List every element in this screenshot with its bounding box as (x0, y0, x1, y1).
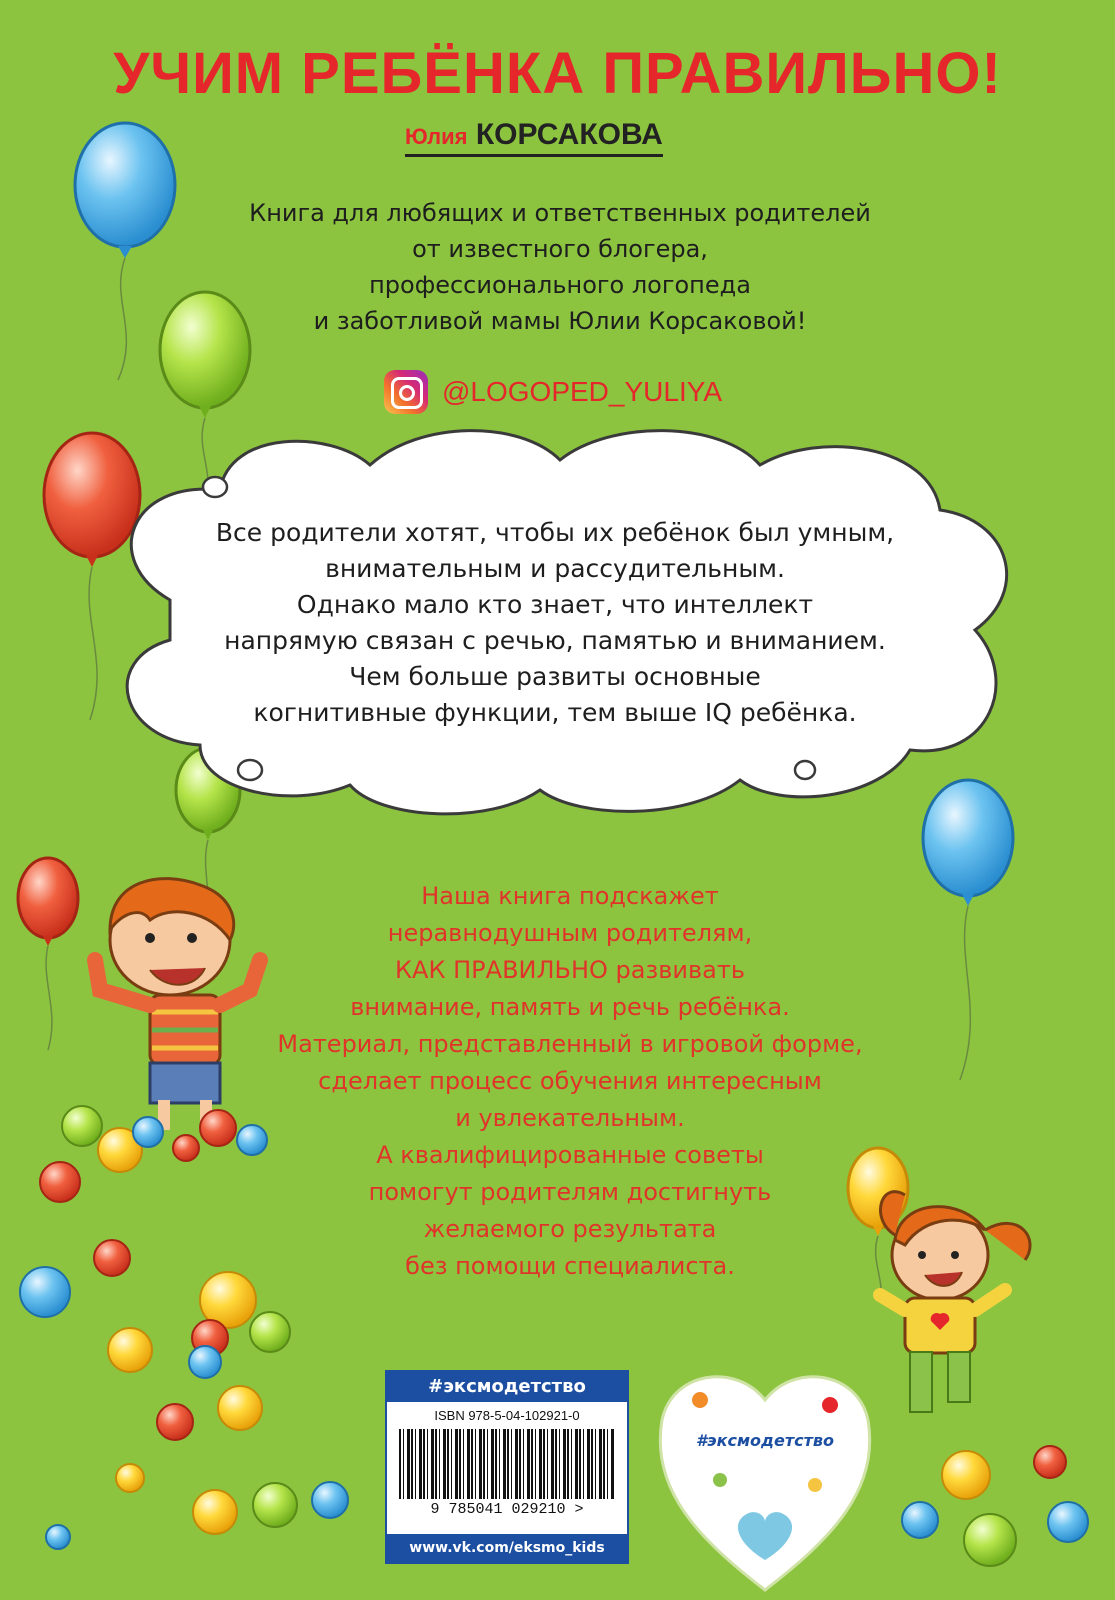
barcode-hashtag: #эксмодетство (387, 1372, 627, 1402)
intro-line: Книга для любящих и ответственных родителей (249, 199, 871, 227)
instagram-icon (384, 370, 428, 414)
isbn-number: ISBN 978-5-04-102921-0 (434, 1408, 580, 1423)
barcode-digits: 9 785041 029210 > (430, 1501, 584, 1518)
description-line: неравнодушным родителям, (387, 919, 753, 947)
description-line: сделает процесс обучения интересным (318, 1067, 822, 1095)
cloud-line: Чем больше развиты основные (349, 662, 761, 691)
intro-text (180, 195, 940, 339)
intro-line: и заботливой мамы Юлии Корсаковой! (313, 307, 807, 335)
barcode-block (385, 1370, 629, 1564)
cloud-line: напрямую связан с речью, памятью и вниманием. (224, 626, 886, 655)
author-name (405, 118, 663, 157)
description-text (250, 878, 890, 1285)
barcode-bars (399, 1429, 615, 1499)
balloon-blue-right (923, 780, 1013, 1080)
description-line: Материал, представленный в игровой форме, (277, 1030, 863, 1058)
intro-line: от известного блогера, (412, 235, 708, 263)
instagram-link[interactable] (384, 370, 722, 414)
description-line: внимание, память и речь ребёнка. (350, 993, 790, 1021)
description-line: КАК ПРАВИЛЬНО развивать (395, 956, 745, 984)
cloud-text (150, 515, 960, 731)
description-line: и увлекательным. (455, 1104, 685, 1132)
boy-illustration (95, 879, 260, 1130)
author-last-name: КОРСАКОВА (475, 118, 663, 151)
description-line: помогут родителям достигнуть (368, 1178, 772, 1206)
intro-line: профессионального логопеда (369, 271, 751, 299)
instagram-handle: @LOGOPED_YULIYA (442, 376, 722, 407)
description-line: А квалифицированные советы (376, 1141, 764, 1169)
heart-badge (660, 1377, 870, 1590)
description-line: желаемого результата (423, 1215, 717, 1243)
book-title: УЧИМ РЕБЁНКА ПРАВИЛЬНО! (113, 41, 1002, 106)
cloud-line: Все родители хотят, чтобы их ребёнок был умным, (215, 518, 895, 547)
description-line: Наша книга подскажет (421, 882, 719, 910)
publisher-url[interactable]: www.vk.com/eksmo_kids (387, 1534, 627, 1562)
heart-hashtag: #эксмодетство (696, 1431, 834, 1450)
balloon-red-small (18, 858, 78, 1050)
cloud-line: Однако мало кто знает, что интеллект (296, 590, 814, 619)
balloon-red-left (44, 433, 140, 720)
cloud-line: внимательным и рассудительным. (325, 554, 785, 583)
description-line: без помощи специалиста. (405, 1252, 735, 1280)
author-first-name: Юлия (405, 124, 468, 149)
girl-illustration (880, 1192, 1030, 1412)
cloud-line: когнитивные функции, тем выше IQ ребёнка. (253, 698, 857, 727)
